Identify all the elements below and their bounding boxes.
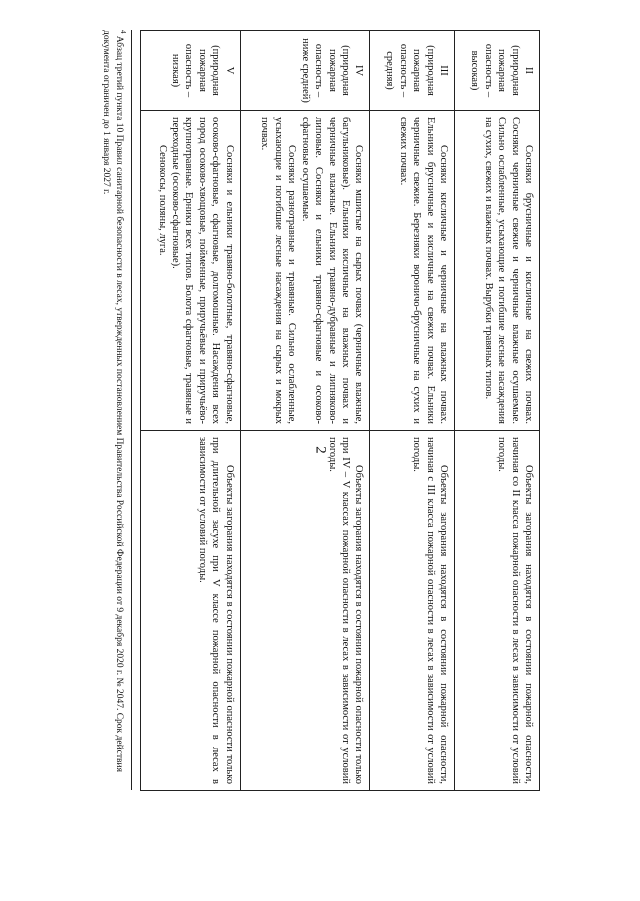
table-row bbox=[455, 31, 540, 791]
footnote bbox=[100, 30, 132, 790]
fire-hazard-class-table bbox=[140, 30, 540, 791]
fire-class-cell bbox=[240, 31, 370, 111]
table-row bbox=[370, 31, 455, 791]
table-row bbox=[141, 31, 241, 791]
vegetation-cell bbox=[455, 111, 540, 431]
fire-class-description: (природная пожарная опасность – средняя) bbox=[384, 43, 436, 98]
fire-class-description: (природная пожарная опасность – высокая) bbox=[469, 43, 521, 98]
fire-class-cell bbox=[370, 31, 455, 111]
vegetation-paragraph: Сосняки брусничные и кисличные на свежих почвах. Сосняки черничные свежие и черничные влажные осушаемые. Сильно ослабленные, усыхающие и погибшие лесные насаждения на сухих, свежих и влажных почвах. Вырубки травяных типов. bbox=[482, 117, 534, 424]
ignition-conditions-cell bbox=[370, 431, 455, 791]
fire-class-number: II bbox=[523, 67, 534, 74]
footnote-marker: 4 bbox=[119, 30, 127, 34]
ignition-conditions-text: Объекты загорания находятся в состоянии пожарной опасности только при IV – V классах пожарной опасности в лесах в зависимости от условий погоды. bbox=[326, 437, 365, 784]
table-row bbox=[240, 31, 370, 791]
vegetation-cell bbox=[240, 111, 370, 431]
vegetation-cell bbox=[370, 111, 455, 431]
vegetation-paragraph: Сосняки разнотравные и травяные. Сильно ослабленные, усыхающие и погибшие лесные насаждения на сырых и мокрых почвах. bbox=[259, 117, 298, 424]
vegetation-cell bbox=[141, 111, 241, 431]
fire-class-cell bbox=[141, 31, 241, 111]
fire-class-cell bbox=[455, 31, 540, 111]
fire-class-number: V bbox=[223, 66, 235, 75]
ignition-conditions-text: Объекты загорания находятся в состоянии пожарной опасности, начиная со II класса пожарной опасности в лесах в зависимости от условий погоды. bbox=[496, 437, 534, 784]
ignition-conditions-cell bbox=[240, 431, 370, 791]
ignition-conditions-cell bbox=[141, 431, 241, 791]
vegetation-paragraph: Сосняки и ельники травяно-болотные, травяно-сфагновые, осоково-сфагновые, сфагновые, долгомошные. Насаждения всех пород осоково-хвощовые, пойменные, приручьёвые и приручьёво-крупнотравные. Ерники всех типов. Болота сфагновые, травяные и переходные (осоково-сфагновые). bbox=[170, 117, 235, 424]
fire-class-number: III bbox=[438, 65, 450, 76]
ignition-conditions-text: Объекты загорания находятся в состоянии пожарной опасности, начиная с III класса пожарной опасности в лесах в зависимости от условий погоды. bbox=[411, 437, 450, 784]
fire-class-description: (природная пожарная опасность – ниже средней) bbox=[299, 38, 351, 103]
vegetation-paragraph: Сосняки кисличные и черничные на влажных почвах. Ельники брусничные и кисличные на свежих почвах. Ельники черничные свежие. Березняки вороничо-брусничные на сухих и свежих почвах. bbox=[397, 117, 450, 424]
page-number: 2 bbox=[312, 446, 329, 454]
footnote-text: Абзац третий пункта 10 Правил санитарной безопасности в лесах, утвержденных постановлением Правительства Российской Федерации от 9 декабря 2020 г. № 2047. Срок действия документа ограничен до 1 января 2027 г. bbox=[101, 30, 124, 772]
vegetation-paragraph: Сосняки мшистые на сырых почвах (черничные влажные, багульниковые). Ельники кисличные на влажных почвах и черничные влажные. Ельники травяно-дубравные и липняково-липовые. Сосняки и ельники травяно-сфагновые и осоково-сфагновые осушаемые. bbox=[299, 117, 365, 424]
fire-class-number: IV bbox=[353, 64, 365, 77]
vegetation-paragraph: Сенокосы, поляны, луга. bbox=[156, 145, 168, 256]
ignition-conditions-cell bbox=[455, 431, 540, 791]
ignition-conditions-text: Объекты загорания находятся в состоянии пожарной опасности только при длительной засухе при V классе пожарной опасности в лесах в зависимости от условий погоды. bbox=[196, 437, 235, 784]
fire-class-description: (природная пожарная опасность – низкая) bbox=[170, 43, 222, 98]
rotated-page-content bbox=[20, 30, 540, 890]
